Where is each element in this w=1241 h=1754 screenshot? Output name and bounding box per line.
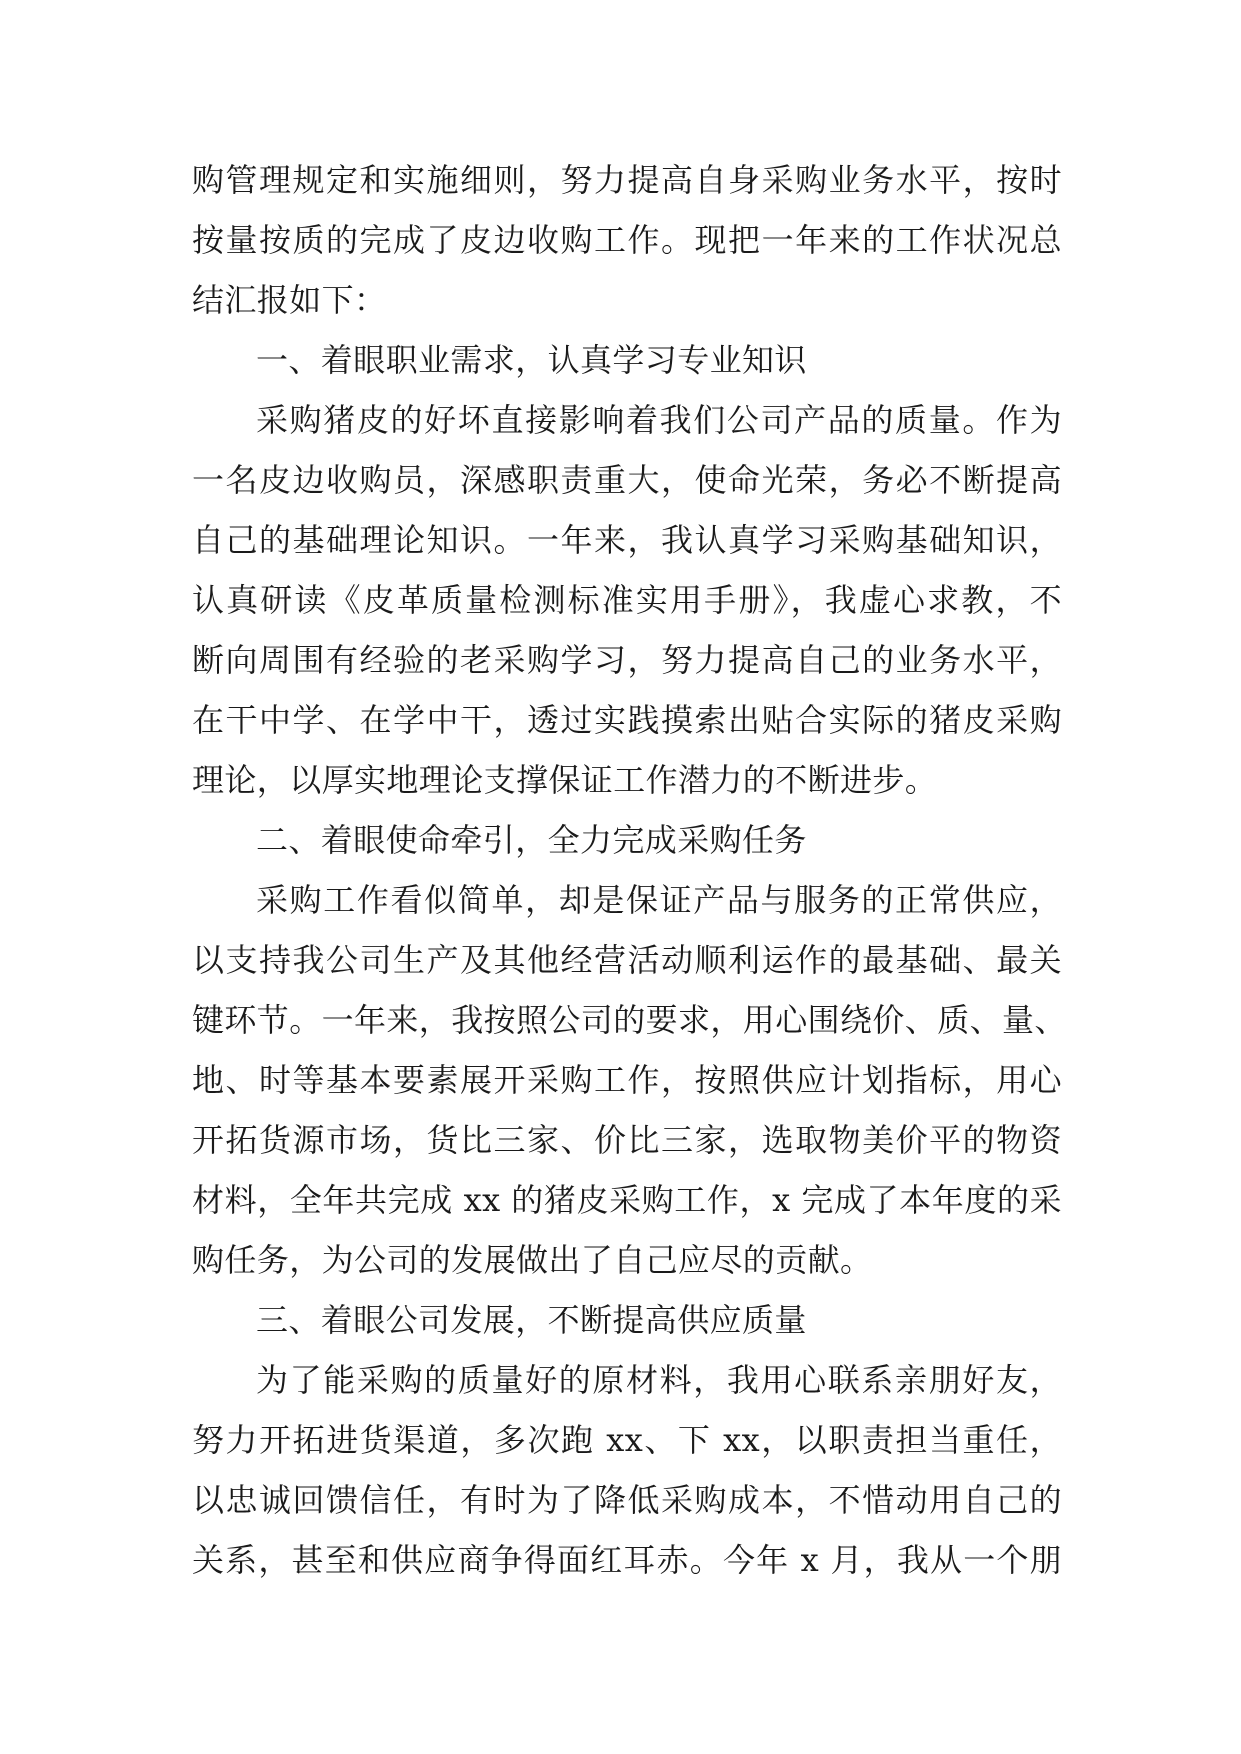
paragraph-first-line: 采购猪皮的好坏直接影响着我们公司产品的质量。作为 — [256, 401, 1062, 439]
text-line: 以支持我公司生产及其他经营活动顺利运作的最基础、最关 — [192, 941, 1062, 979]
text-line: 开拓货源市场，货比三家、价比三家，选取物美价平的物资 — [192, 1121, 1062, 1159]
text-line: 努力开拓进货渠道，多次跑 xx、下 xx，以职责担当重任， — [192, 1421, 1062, 1459]
text-line: 购管理规定和实施细则，努力提高自身采购业务水平，按时 — [192, 161, 1062, 199]
text-line: 认真研读《皮革质量检测标准实用手册》，我虚心求教，不 — [192, 581, 1062, 619]
document-body — [192, 150, 1067, 1590]
text-line: 按量按质的完成了皮边收购工作。现把一年来的工作状况总 — [192, 221, 1062, 259]
text-line: 结汇报如下： — [192, 281, 387, 319]
text-line: 断向周围有经验的老采购学习，努力提高自己的业务水平， — [192, 641, 1062, 679]
text-line: 键环节。一年来，我按照公司的要求，用心围绕价、质、量、 — [192, 1001, 1067, 1039]
text-line: 以忠诚回馈信任，有时为了降低采购成本，不惜动用自己的 — [192, 1481, 1062, 1519]
paragraph-first-line: 采购工作看似简单，却是保证产品与服务的正常供应， — [256, 881, 1062, 919]
text-line: 理论，以厚实地理论支撑保证工作潜力的不断进步。 — [192, 761, 938, 799]
section-heading: 三、着眼公司发展，不断提高供应质量 — [256, 1301, 807, 1339]
paragraph-first-line: 为了能采购的质量好的原材料，我用心联系亲朋好友， — [256, 1361, 1062, 1399]
text-line: 地、时等基本要素展开采购工作，按照供应计划指标，用心 — [192, 1061, 1062, 1099]
text-line: 在干中学、在学中干，透过实践摸索出贴合实际的猪皮采购 — [192, 701, 1062, 739]
text-line: 一名皮边收购员，深感职责重大，使命光荣，务必不断提高 — [192, 461, 1062, 499]
text-line: 自己的基础理论知识。一年来，我认真学习采购基础知识， — [192, 521, 1062, 559]
section-heading: 二、着眼使命牵引，全力完成采购任务 — [256, 821, 807, 859]
text-line: 关系，甚至和供应商争得面红耳赤。今年 x 月，我从一个朋 — [192, 1541, 1062, 1579]
text-line: 购任务，为公司的发展做出了自己应尽的贡献。 — [192, 1241, 873, 1279]
text-line: 材料，全年共完成 xx 的猪皮采购工作，x 完成了本年度的采 — [192, 1181, 1062, 1219]
section-heading: 一、着眼职业需求，认真学习专业知识 — [256, 341, 807, 379]
